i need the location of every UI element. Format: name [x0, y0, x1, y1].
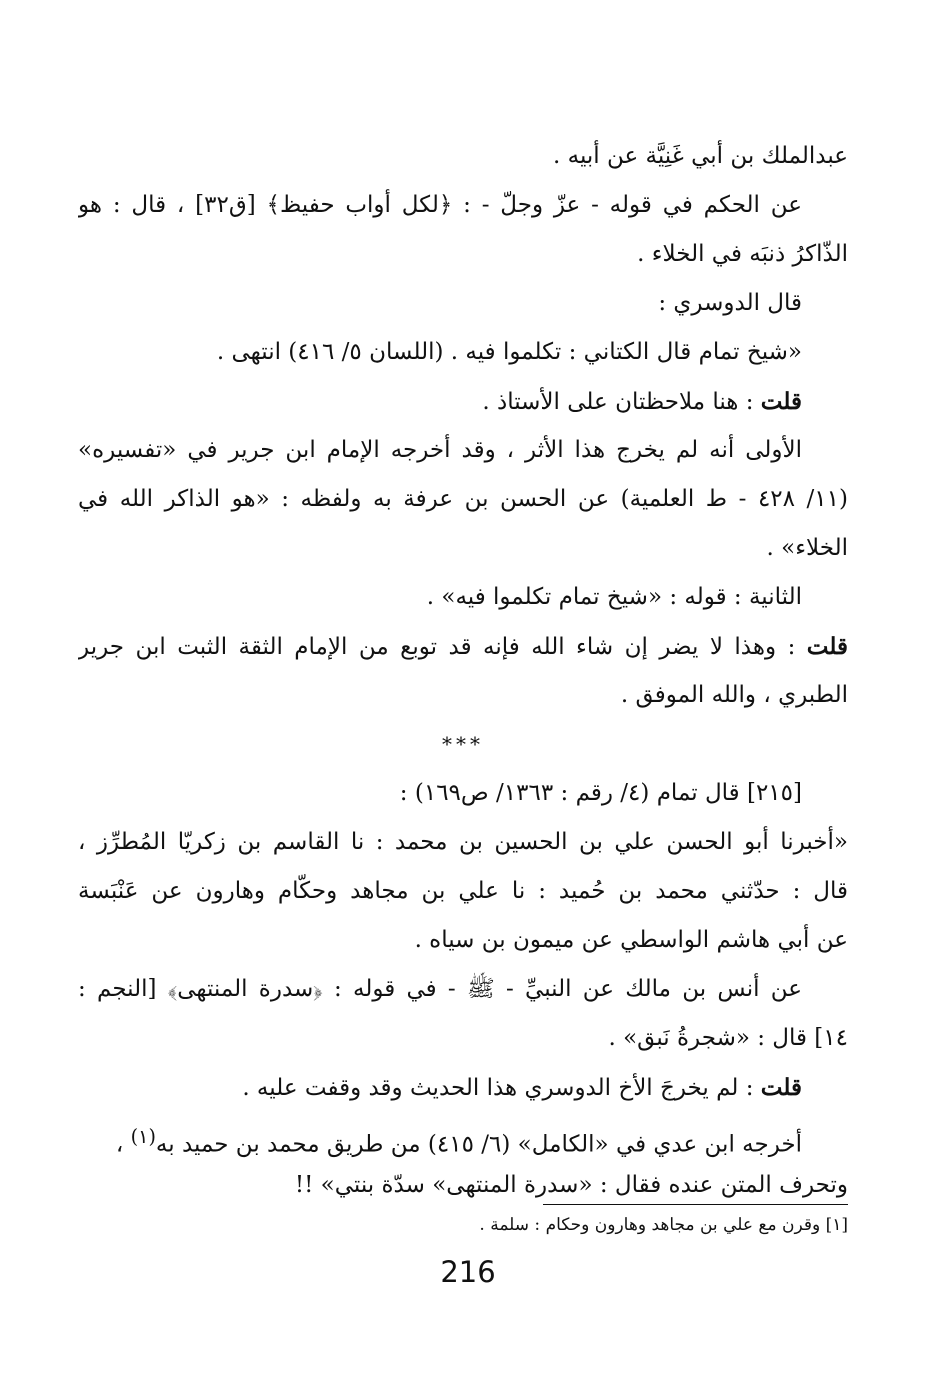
qult-colon: :: [738, 389, 761, 415]
text-line-19: [78, 1063, 848, 1112]
text-line-14: «أخبرنا أبو الحسن علي بن الحسين بن محمد : نا القاسم بن زكريّا المُطرِّز ،: [78, 829, 848, 855]
text-line-12: الطبري ، والله الموفق .: [620, 682, 848, 708]
qult-label: قلت: [760, 1074, 802, 1101]
text-line-7: الأولى أنه لم يخرج هذا الأثر ، وقد أخرجه الإمام ابن جرير في «تفسيره»: [78, 437, 802, 463]
footnote-rule: [543, 1204, 848, 1205]
footnote-ref: (١): [130, 1125, 156, 1148]
qult-label: قلت: [806, 633, 848, 660]
text-line-11: [78, 622, 848, 671]
qult-colon: :: [738, 1075, 761, 1101]
text-line-13: [٢١٥] قال تمام (٤/ رقم : ١٣٦٣/ ص١٦٩) :: [399, 780, 802, 806]
page-body: [78, 132, 848, 1210]
text-line-19-body: لم يخرجَ الأخ الدوسري هذا الحديث وقد وقفت عليه .: [242, 1075, 739, 1101]
text-line-11-body: وهذا لا يضر إن شاء الله فإنه قد توبع من الإمام الثقة الثبت ابن جرير: [78, 634, 777, 660]
text-line-2: عن الحكم في قوله - عزّ وجلّ - : ﴿لكل أواب حفيظ﴾ [ق٣٢] ، قال : هو: [78, 192, 802, 218]
text-line-8: (١١/ ٤٢٨ - ط العلمية) عن الحسن بن عرفة به ولفظه : «هو الذاكر الله في: [78, 486, 848, 512]
text-line-18: ١٤] قال : «شجرةُ نَبق» .: [608, 1025, 848, 1051]
text-line-20: [78, 1112, 848, 1161]
text-line-9: الخلاء» .: [766, 535, 848, 561]
text-line-4: قال الدوسري :: [658, 290, 802, 316]
text-line-20-tail: ،: [115, 1131, 131, 1158]
text-line-3: الذّاكرُ ذنبَه في الخلاء .: [637, 241, 848, 267]
text-line-10: الثانية : قوله : «شيخ تمام تكلموا فيه» .: [426, 584, 802, 610]
text-line-16: عن أبي هاشم الواسطي عن ميمون بن سياه .: [414, 927, 848, 953]
footnote: [١] وقرن مع علي بن مجاهد وهارون وحكام : سلمة .: [479, 1215, 848, 1235]
section-separator: ***: [442, 732, 484, 756]
text-line-6: [78, 377, 848, 426]
text-line-1: عبدالملك بن أبي غَنِيَّة عن أبيه .: [552, 143, 848, 169]
qult-colon: :: [776, 634, 807, 660]
text-line-21: وتحرف المتن عنده فقال : «سدرة المنتهى» سدّة بنتي» !!: [294, 1172, 848, 1198]
text-line-6-body: هنا ملاحظتان على الأستاذ .: [482, 389, 739, 415]
text-line-20-body: أخرجه ابن عدي في «الكامل» (٦/ ٤١٥) من طريق محمد بن حميد به: [155, 1131, 802, 1158]
page-number: 216: [440, 1255, 496, 1289]
text-line-17: عن أنس بن مالك عن النبيِّ - ﷺ - في قوله : ﴿سدرة المنتهى﴾ [النجم :: [78, 976, 802, 1002]
text-line-15: قال : حدّثني محمد بن حُميد : نا علي بن مجاهد وحكّام وهارون عن عَنْبَسة: [78, 878, 848, 904]
qult-label: قلت: [760, 388, 802, 415]
text-line-5: «شيخ تمام قال الكتاني : تكلموا فيه . (اللسان ٥/ ٤١٦) انتهى .: [216, 339, 802, 365]
